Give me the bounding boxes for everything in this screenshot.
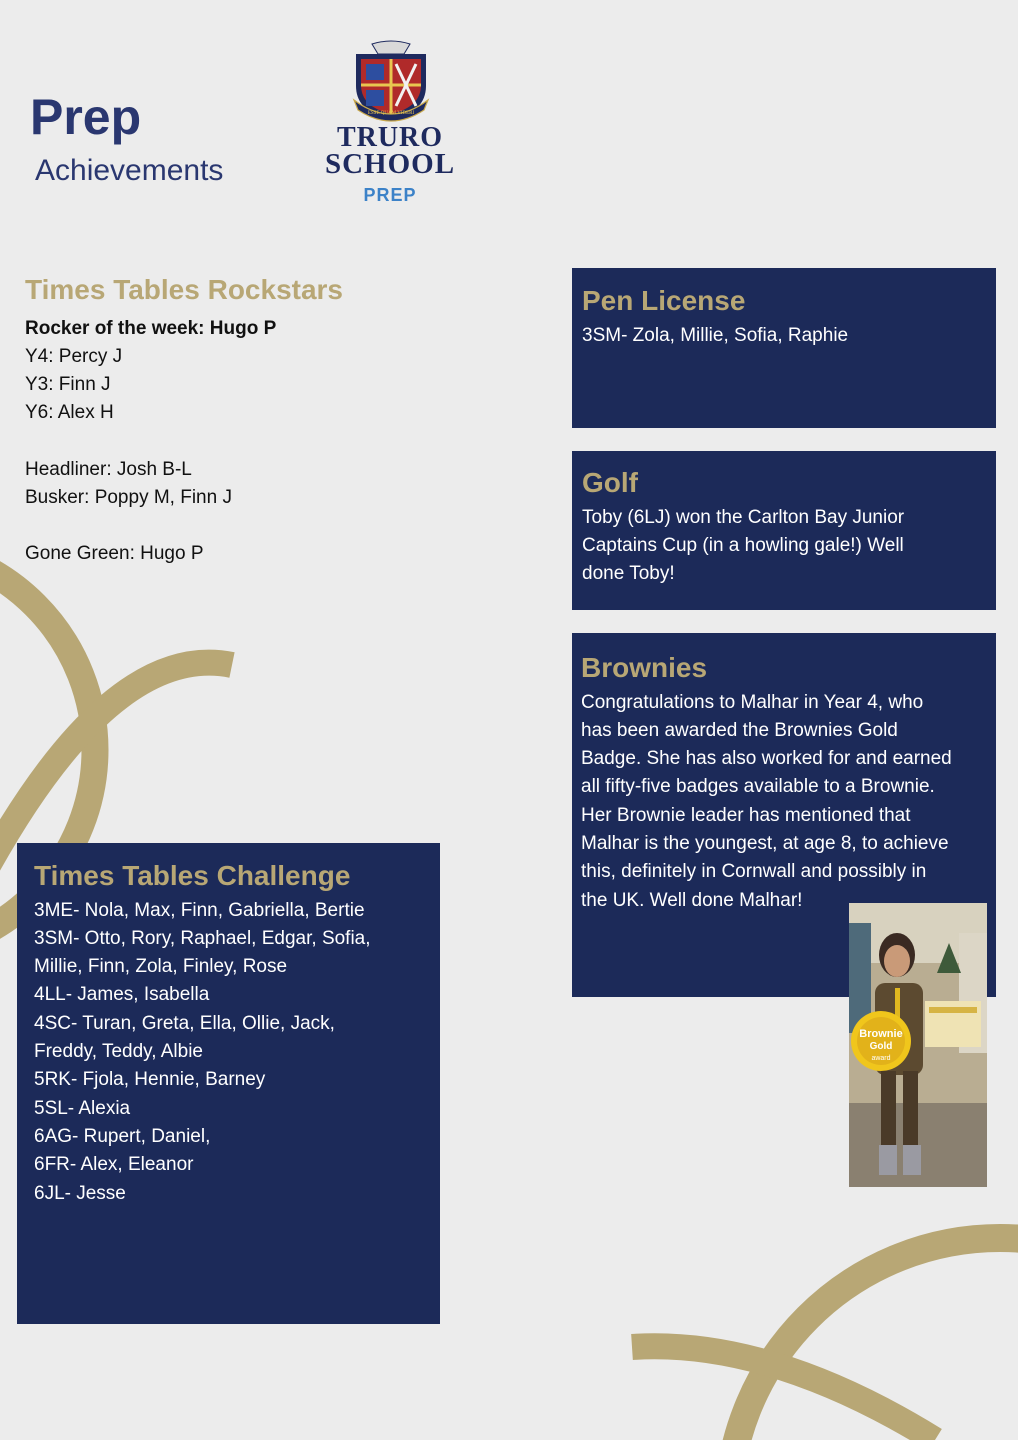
- challenge-line: 4SC- Turan, Greta, Ella, Ollie, Jack,: [34, 1012, 335, 1034]
- brownies-line: the UK. Well done Malhar!: [581, 889, 803, 911]
- brownies-line: all fifty-five badges available to a Brownie.: [581, 776, 935, 798]
- logo-prep: PREP: [363, 185, 417, 205]
- challenge-line: Freddy, Teddy, Albie: [34, 1041, 203, 1063]
- bottom-swoosh-decoration: [632, 1346, 935, 1440]
- golf-line: Toby (6LJ) won the Carlton Bay Junior: [582, 506, 905, 528]
- brownies-line: Badge. She has also worked for and earned: [581, 748, 952, 770]
- challenge-line: 3SM- Otto, Rory, Raphael, Edgar, Sofia,: [34, 927, 371, 949]
- crest-motto: ESSE QUAM VIDERI: [367, 111, 415, 116]
- brownie-badge-text: award: [871, 1055, 891, 1062]
- rockstars-heading: Times Tables Rockstars: [25, 274, 344, 305]
- busker-line: Busker: Poppy M, Finn J: [25, 487, 232, 509]
- golf-panel: [572, 451, 996, 610]
- golf-line: Captains Cup (in a howling gale!) Well: [582, 534, 904, 556]
- brownies-line: Congratulations to Malhar in Year 4, who: [581, 691, 924, 713]
- challenge-line: 4LL- James, Isabella: [34, 984, 210, 1006]
- brownies-line: has been awarded the Brownies Gold: [581, 719, 898, 741]
- headliner-line: Headliner: Josh B-L: [25, 458, 192, 480]
- pen-license-panel: [572, 268, 996, 428]
- gone-green-line: Gone Green: Hugo P: [25, 543, 204, 565]
- challenge-line: 6JL- Jesse: [34, 1182, 126, 1204]
- challenge-line: 6FR- Alex, Eleanor: [34, 1154, 194, 1176]
- logo-school: SCHOOL: [324, 148, 456, 180]
- brownie-photo: [849, 903, 987, 1187]
- pen-license-heading: Pen License: [582, 285, 746, 316]
- rockstar-line: Y6: Alex H: [25, 402, 114, 424]
- page-subtitle: Achievements: [35, 154, 224, 187]
- school-crest-icon: [352, 40, 430, 122]
- rockstar-line: Y4: Percy J: [25, 345, 123, 367]
- brownie-badge-text: Brownie: [859, 1028, 903, 1040]
- rockstars-section: [25, 273, 505, 569]
- brownies-line: Malhar is the youngest, at age 8, to achieve: [581, 833, 949, 855]
- brownie-badge-text: Gold: [869, 1041, 893, 1052]
- brownies-heading: Brownies: [581, 652, 708, 683]
- golf-line: done Toby!: [582, 563, 675, 585]
- brownies-line: Her Brownie leader has mentioned that: [581, 804, 911, 826]
- logo-truro: TRURO: [336, 122, 444, 153]
- rockstar-line: Y3: Finn J: [25, 374, 111, 396]
- challenge-line: 6AG- Rupert, Daniel,: [34, 1125, 211, 1147]
- page-title: Prep: [30, 89, 142, 145]
- rocker-of-week: Rocker of the week: Hugo P: [25, 317, 277, 339]
- challenge-line: 3ME- Nola, Max, Finn, Gabriella, Bertie: [34, 899, 365, 921]
- challenge-line: 5RK- Fjola, Hennie, Barney: [34, 1069, 266, 1091]
- golf-heading: Golf: [582, 467, 638, 498]
- challenge-heading: Times Tables Challenge: [34, 860, 351, 891]
- brownie-photo-illustration: [849, 903, 987, 1187]
- challenge-line: 5SL- Alexia: [34, 1097, 131, 1119]
- brownies-line: this, definitely in Cornwall and possibly in: [581, 861, 927, 883]
- pen-license-text: 3SM- Zola, Millie, Sofia, Raphie: [582, 324, 849, 346]
- challenge-panel: [17, 843, 440, 1324]
- challenge-line: Millie, Finn, Zola, Finley, Rose: [34, 956, 288, 978]
